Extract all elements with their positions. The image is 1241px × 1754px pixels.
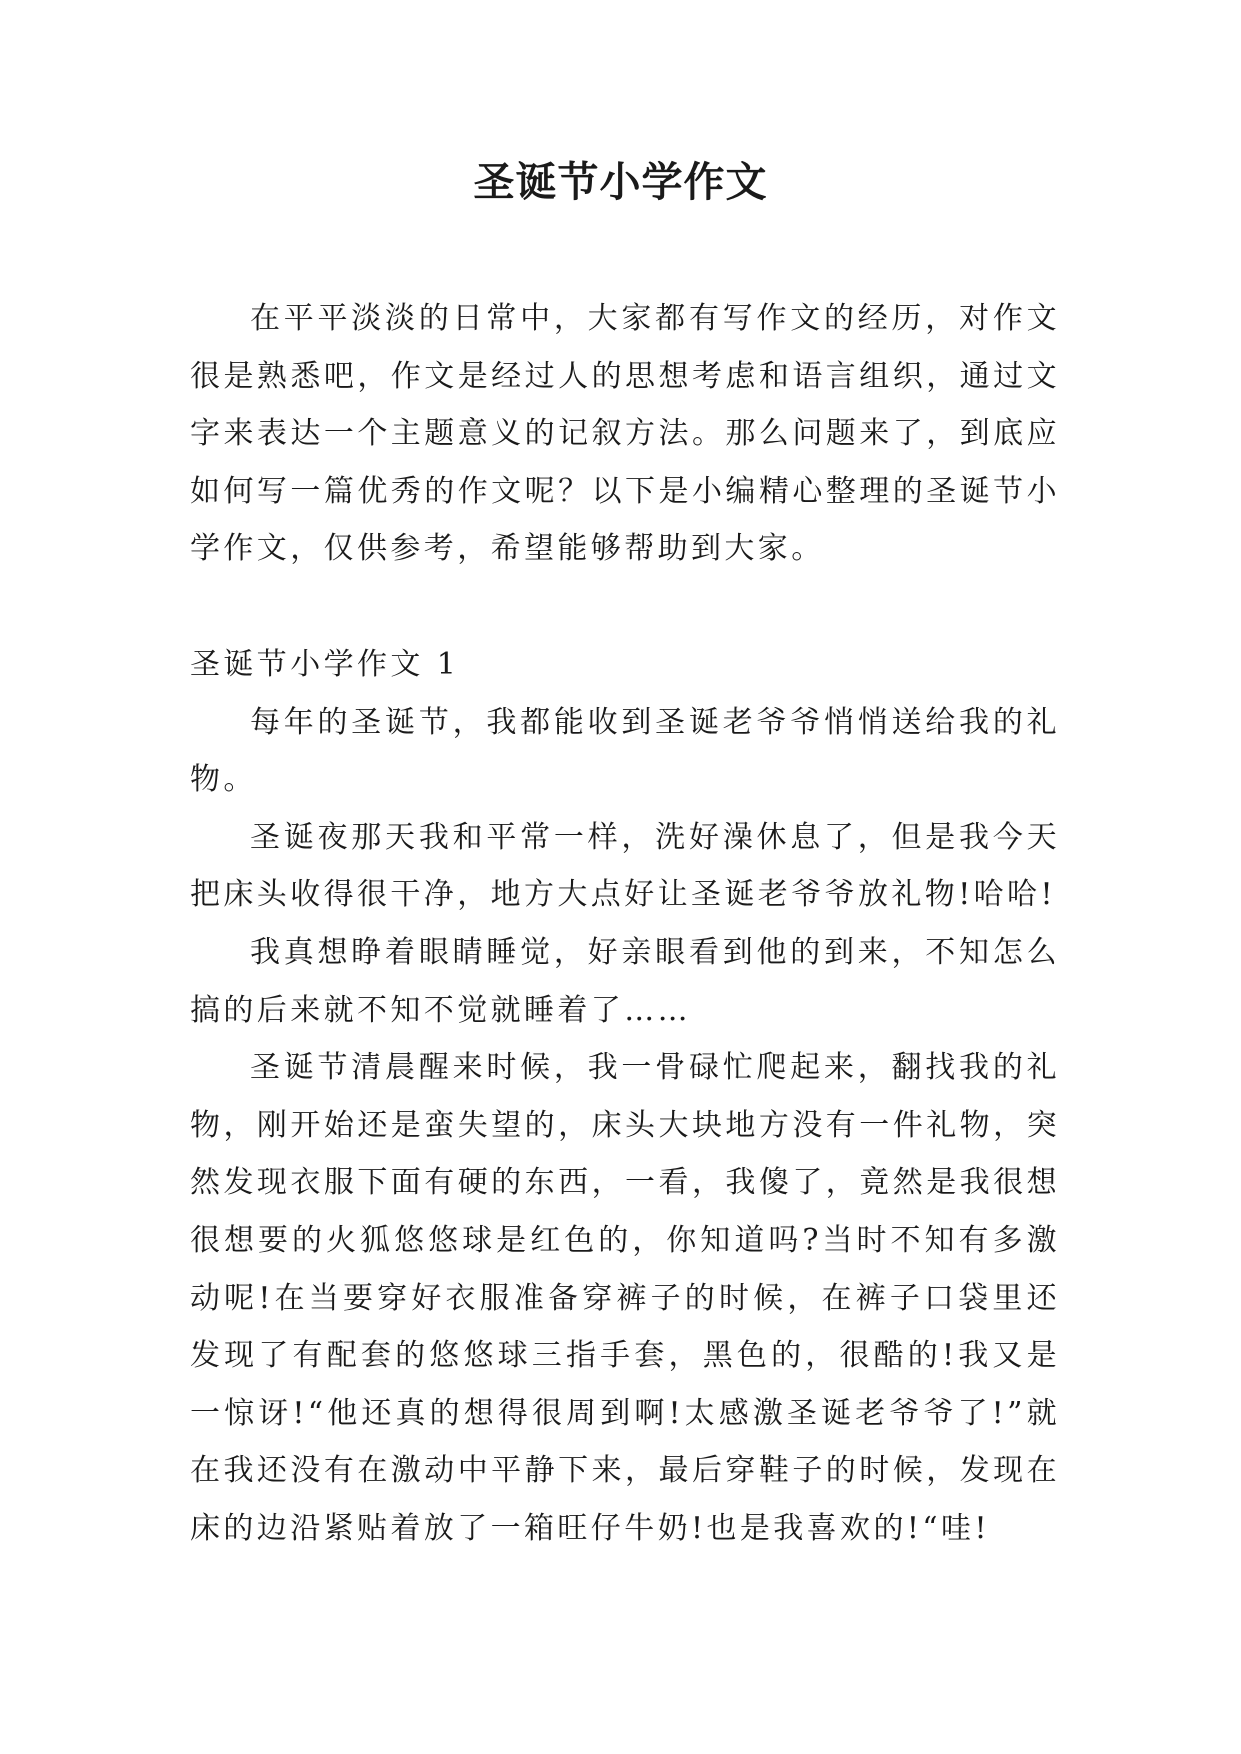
intro-paragraph: 在平平淡淡的日常中，大家都有写作文的经历，对作文很是熟悉吧，作文是经过人的思想考虑和语言组织，通过文字来表达一个主题意义的记叙方法。那么问题来了，到底应如何写一篇优秀的作文呢？以下是小编精心整理的圣诞节小学作文，仅供参考，希望能够帮助到大家。 — [190, 301, 1060, 567]
body-paragraph-4: 圣诞节清晨醒来时候，我一骨碌忙爬起来，翻找我的礼物，刚开始还是蛮失望的，床头大块地方没有一件礼物，突然发现衣服下面有硬的东西，一看，我傻了，竟然是我很想很想要的火狐悠悠球是红色的，你知道吗?当时不知有多激动呢!在当要穿好衣服准备穿裤子的时候，在裤子口袋里还发现了有配套的悠悠球三指手套，黑色的，很酷的!我又是一惊讶!“他还真的想得很周到啊!太感激圣诞老爷爷了!”就在我还没有在激动中平静下来，最后穿鞋子的时候，发现在床的边沿紧贴着放了一箱旺仔牛奶!也是我喜欢的!“哇! — [190, 1050, 1060, 1546]
body-paragraph-1: 每年的圣诞节，我都能收到圣诞老爷爷悄悄送给我的礼物。 — [190, 704, 1060, 798]
section-heading: 圣诞节小学作文 1 — [190, 646, 460, 682]
body-paragraph-2: 圣诞夜那天我和平常一样，洗好澡休息了，但是我今天把床头收得很干净，地方大点好让圣诞老爷爷放礼物!哈哈! — [190, 819, 1060, 913]
body-paragraph-3: 我真想睁着眼睛睡觉，好亲眼看到他的到来，不知怎么搞的后来就不知不觉就睡着了…… — [190, 934, 1060, 1028]
document-body — [190, 290, 1060, 1557]
document-title: 圣诞节小学作文 — [473, 158, 768, 206]
